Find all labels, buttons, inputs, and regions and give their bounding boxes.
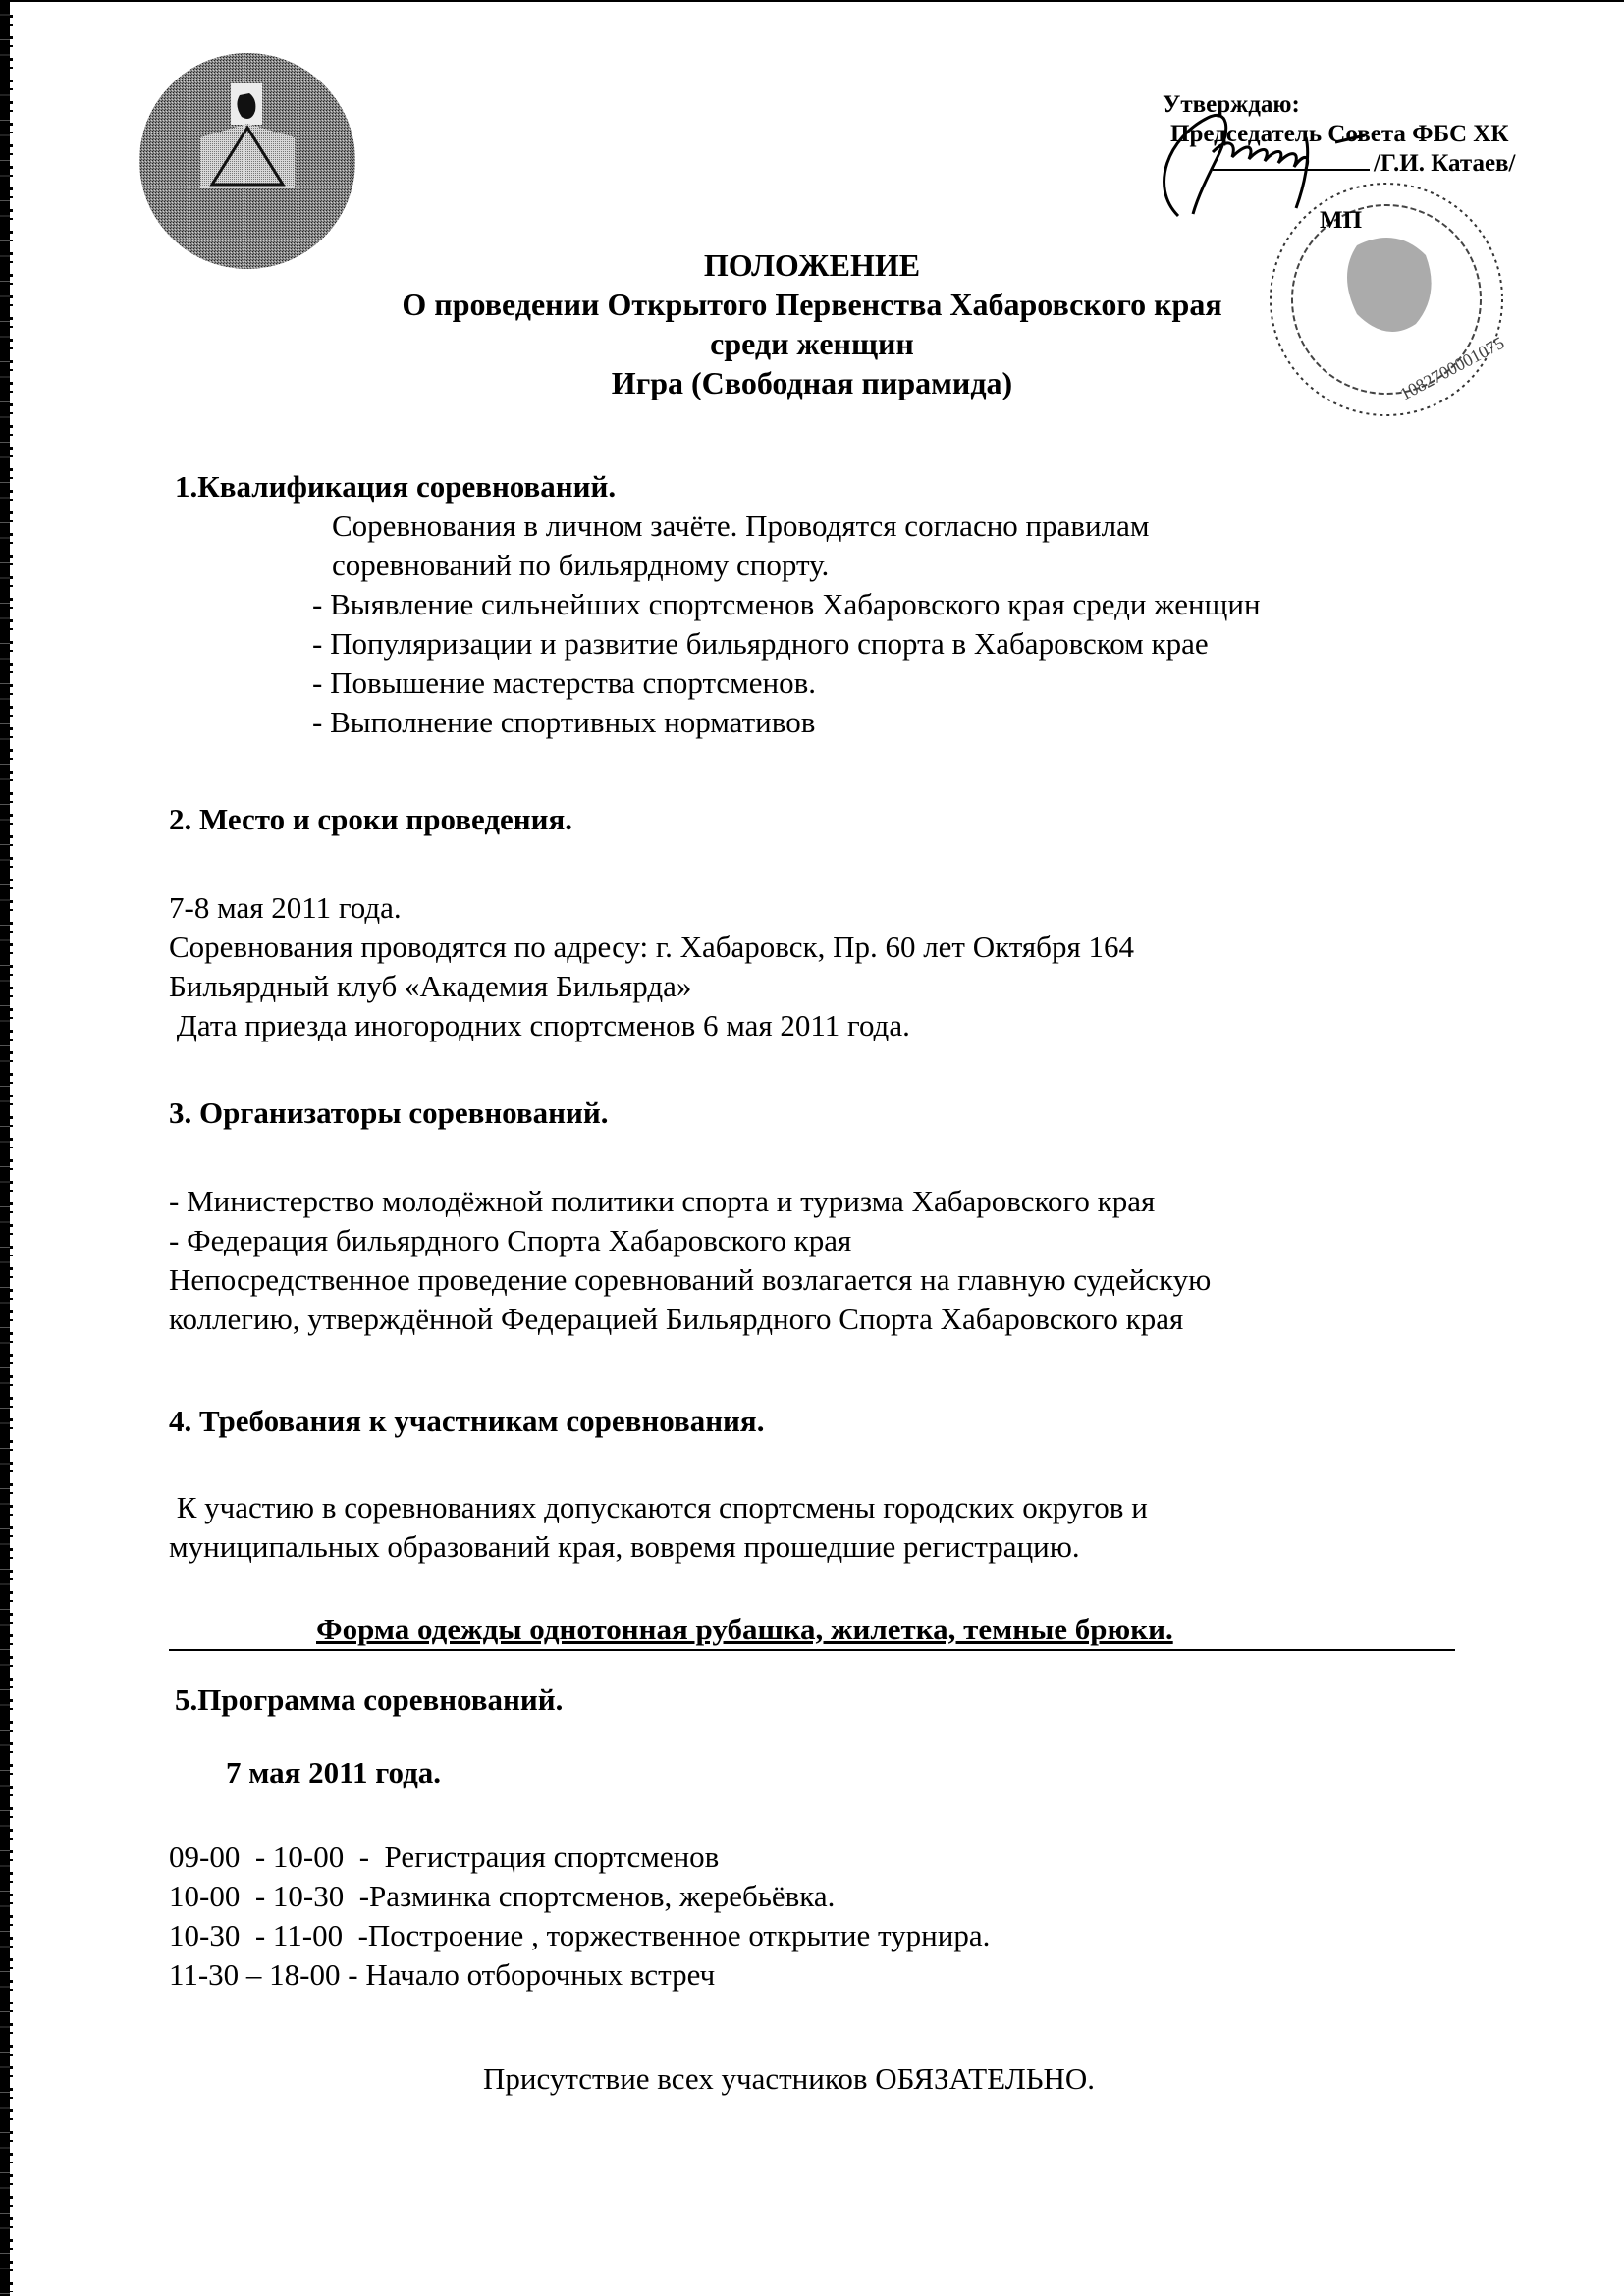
schedule-row: 10-00 - 10-30 -Разминка спортсменов, жеребьёвка. bbox=[169, 1879, 836, 1913]
list-item: - Федерация бильярдного Спорта Хабаровского края bbox=[169, 1223, 852, 1257]
signature-underline bbox=[1213, 149, 1370, 171]
document-subtitle-audience: среди женщин bbox=[710, 326, 914, 361]
scan-artifact-top bbox=[0, 0, 1624, 2]
list-item: - Выполнение спортивных нормативов bbox=[312, 705, 816, 739]
schedule-row: 11-30 – 18-00 - Начало отборочных встреч bbox=[169, 1957, 716, 1992]
approval-block bbox=[1159, 90, 1516, 234]
schedule-row: 10-30 - 11-00 -Построение , торжественное открытие турнира. bbox=[169, 1918, 991, 1952]
dress-code-underline bbox=[169, 1649, 1455, 1651]
stamp-number: 1082700001075 bbox=[1396, 332, 1508, 404]
section-heading: 4. Требования к участникам соревнования. bbox=[169, 1404, 765, 1438]
section-qualification bbox=[175, 467, 1261, 742]
section-heading: 2. Место и сроки проведения. bbox=[169, 802, 573, 836]
list-item: - Выявление сильнейших спортсменов Хабаровского края среди женщин bbox=[312, 587, 1261, 621]
section-text: муниципальных образований края, вовремя прошедшие регистрацию. bbox=[169, 1529, 1080, 1564]
approval-position: Председатель Совета ФБС ХК bbox=[1170, 121, 1509, 147]
approval-name: /Г.И. Катаев/ bbox=[1374, 150, 1516, 177]
section-text: Соревнования проводятся по адресу: г. Хабаровск, Пр. 60 лет Октября 164 bbox=[169, 930, 1134, 964]
approval-label: Утверждаю: bbox=[1163, 91, 1300, 118]
section-text: Бильярдный клуб «Академия Бильярда» bbox=[169, 969, 692, 1003]
section-text: Непосредственное проведение соревнований возлагается на главную судейскую bbox=[169, 1262, 1212, 1297]
section-requirements bbox=[169, 1402, 1173, 1649]
attendance-note-block bbox=[483, 2059, 1095, 2099]
section-text: Дата приезда иногородних спортсменов 6 мая 2011 года. bbox=[169, 1008, 910, 1042]
section-organizers bbox=[169, 1094, 1211, 1339]
document-subtitle-game: Игра (Свободная пирамида) bbox=[611, 365, 1013, 400]
dress-code-notice: Форма одежды однотонная рубашка, жилетка, темные брюки. bbox=[316, 1612, 1173, 1646]
section-venue-dates bbox=[169, 800, 1134, 1045]
section-text: 7-8 мая 2011 года. bbox=[169, 890, 402, 925]
document-title-block bbox=[0, 245, 1624, 402]
program-schedule bbox=[169, 1838, 990, 1995]
section-heading: 5.Программа соревнований. bbox=[175, 1682, 564, 1717]
document-subtitle: О проведении Открытого Первенства Хабаровского края bbox=[402, 287, 1222, 322]
section-heading: 3. Организаторы соревнований. bbox=[169, 1095, 609, 1130]
section-heading: 1.Квалификация соревнований. bbox=[175, 469, 617, 504]
program-date: 7 мая 2011 года. bbox=[226, 1755, 442, 1789]
schedule-row: 09-00 - 10-00 - Регистрация спортсменов bbox=[169, 1840, 720, 1874]
attendance-note: Присутствие всех участников ОБЯЗАТЕЛЬНО. bbox=[483, 2061, 1096, 2096]
list-item: - Популяризации и развитие бильярдного спорта в Хабаровском крае bbox=[312, 626, 1209, 661]
approval-signature-line bbox=[1213, 149, 1516, 179]
section-text: К участию в соревнованиях допускаются спортсмены городских округов и bbox=[169, 1490, 1148, 1524]
section-text: Соревнования в личном зачёте. Проводятся согласно правилам bbox=[332, 508, 1150, 543]
federation-emblem-icon bbox=[137, 51, 358, 272]
stamp-mark-label: МП bbox=[1320, 207, 1363, 234]
document-title: ПОЛОЖЕНИЕ bbox=[703, 247, 921, 283]
section-text: коллегию, утверждённой Федерацией Бильярдного Спорта Хабаровского края bbox=[169, 1302, 1184, 1336]
list-item: - Министерство молодёжной политики спорта и туризма Хабаровского края bbox=[169, 1184, 1156, 1218]
list-item: - Повышение мастерства спортсменов. bbox=[312, 666, 816, 700]
section-program bbox=[175, 1681, 563, 1792]
section-text: соревнований по бильярдному спорту. bbox=[332, 548, 830, 582]
